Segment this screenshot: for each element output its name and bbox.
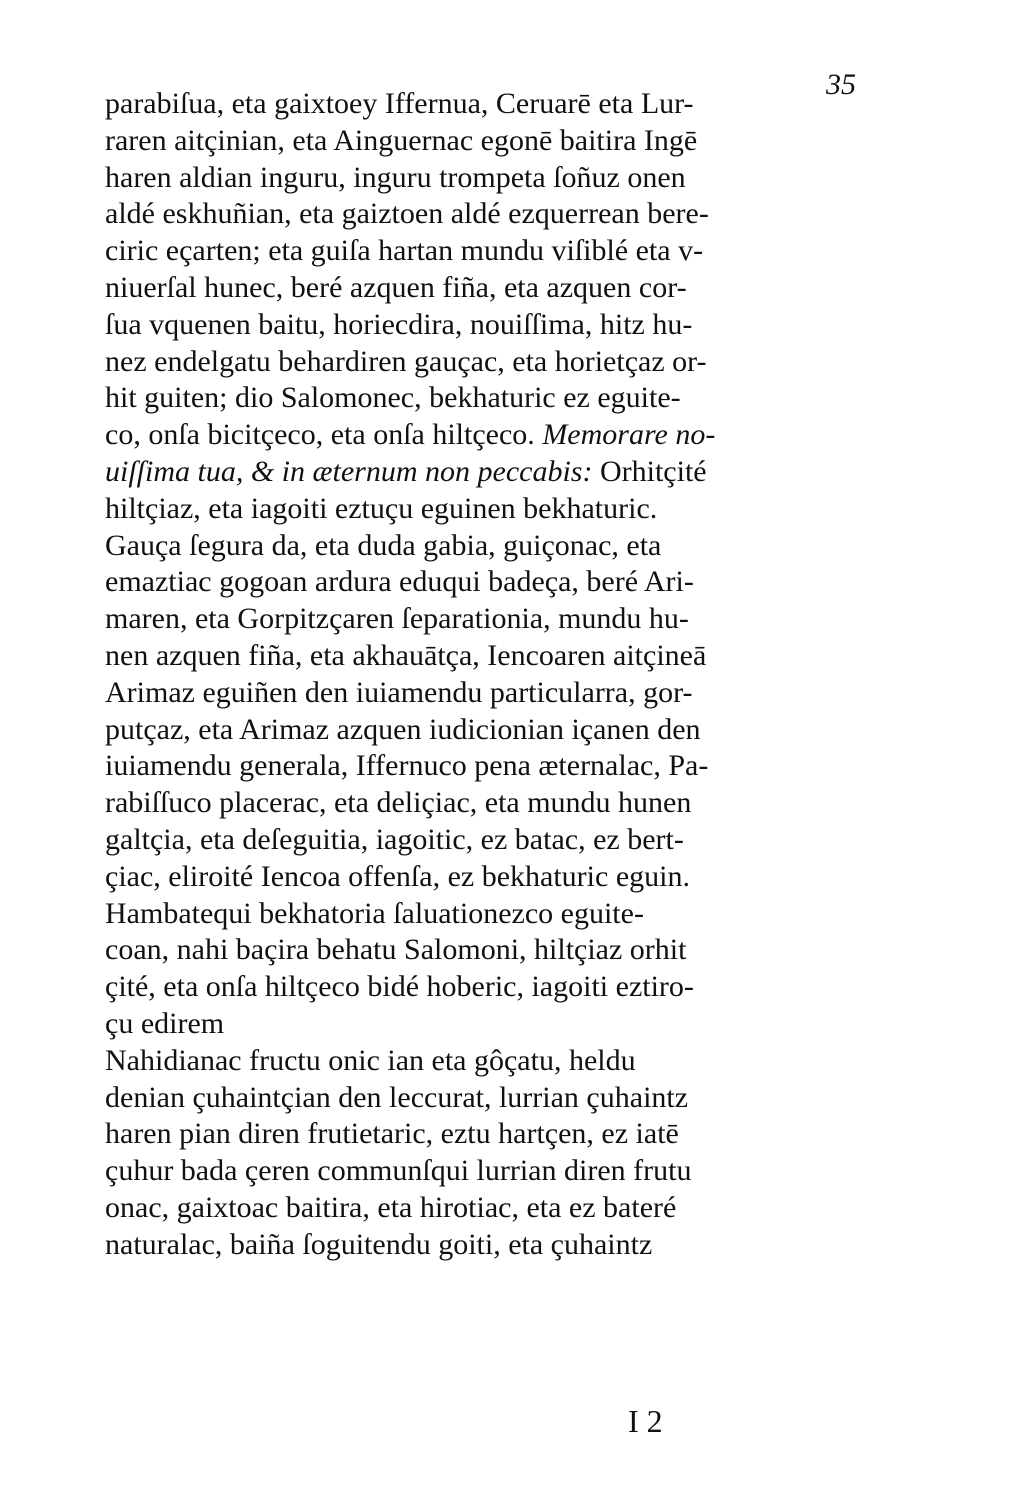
text-segment: ciric eçarten; eta guiſa hartan mundu viſiblé eta v-	[105, 234, 704, 268]
text-segment: Orhitçité	[592, 454, 707, 488]
text-segment: Nahidianac fructu onic ian eta gôçatu, heldu	[105, 1043, 636, 1077]
latin-quote-segment: uiſſima tua, & in æternum non peccabis:	[105, 454, 593, 488]
text-segment: niuerſal hunec, beré azquen fiña, eta azquen cor-	[105, 270, 687, 304]
text-segment: putçaz, eta Arimaz azquen iudicionian içanen den	[105, 712, 701, 746]
text-line	[105, 601, 867, 638]
text-line	[105, 307, 867, 344]
text-line	[105, 1116, 867, 1153]
text-segment: denian çuhaintçian den leccurat, lurrian çuhaintz	[105, 1080, 689, 1114]
text-line	[105, 344, 867, 381]
text-segment: rabiſſuco placerac, eta deliçiac, eta mundu hunen	[105, 786, 692, 820]
text-segment: nez endelgatu behardiren gauçac, eta horietçaz or-	[105, 344, 707, 378]
text-line	[105, 454, 867, 491]
text-line	[105, 969, 867, 1006]
text-line	[105, 748, 867, 785]
text-line	[105, 675, 867, 712]
text-segment: onac, gaixtoac baitira, eta hirotiac, eta ez bateré	[105, 1190, 677, 1224]
text-line	[105, 822, 867, 859]
text-line	[105, 1006, 867, 1043]
text-line	[105, 528, 867, 565]
text-segment: ſua vquenen baitu, horiecdira, nouiſſima, hitz hu-	[105, 307, 693, 341]
text-segment: iuiamendu generala, Iffernuco pena æternalac, Pa-	[105, 749, 709, 783]
text-line	[105, 564, 867, 601]
body-text	[105, 86, 867, 1264]
text-segment: Gauça ſegura da, eta duda gabia, guiçonac, eta	[105, 528, 662, 562]
text-line	[105, 859, 867, 896]
latin-quote-segment: Memorare no-	[542, 418, 716, 452]
text-line	[105, 896, 867, 933]
text-line	[105, 417, 867, 454]
text-line	[105, 712, 867, 749]
text-line	[105, 123, 867, 160]
text-line	[105, 638, 867, 675]
text-line	[105, 785, 867, 822]
text-line	[105, 1043, 867, 1080]
text-segment: naturalac, baiña ſoguitendu goiti, eta çuhaintz	[105, 1227, 653, 1261]
text-segment: hit guiten; dio Salomonec, bekhaturic ez eguite-	[105, 381, 681, 415]
text-segment: aldé eskhuñian, eta gaiztoen aldé ezquerrean bere-	[105, 197, 709, 231]
text-line	[105, 1227, 867, 1264]
text-segment: Hambatequi bekhatoria ſaluationezco eguite-	[105, 896, 644, 930]
text-segment: galtçia, eta deſeguitia, iagoitic, ez batac, ez bert-	[105, 822, 684, 856]
text-line	[105, 86, 867, 123]
text-segment: coan, nahi baçira behatu Salomoni, hiltçiaz orhit	[105, 933, 687, 967]
text-segment: emaztiac gogoan ardura eduqui badeça, beré Ari-	[105, 565, 694, 599]
text-segment: co, onſa bicitçeco, eta onſa hiltçeco.	[105, 418, 543, 452]
text-line	[105, 491, 867, 528]
text-line	[105, 932, 867, 969]
text-segment: parabiſua, eta gaixtoey Iffernua, Ceruarē eta Lur-	[105, 87, 694, 120]
text-segment: çité, eta onſa hiltçeco bidé hoberic, iagoiti eztiro-	[105, 970, 694, 1004]
text-segment: çiac, eliroité Iencoa offenſa, ez bekhaturic eguin.	[105, 859, 690, 893]
text-segment: hiltçiaz, eta iagoiti eztuçu eguinen bekhaturic.	[105, 491, 658, 525]
text-line	[105, 1190, 867, 1227]
text-segment: raren aitçinian, eta Ainguernac egonē baitira Ingē	[105, 123, 698, 157]
text-segment: Arimaz eguiñen den iuiamendu particularra, gor-	[105, 675, 693, 709]
signature-mark: I 2	[628, 1403, 663, 1439]
text-line	[105, 380, 867, 417]
text-line	[105, 1080, 867, 1117]
text-segment: haren pian diren frutietaric, eztu hartçen, ez iatē	[105, 1117, 679, 1151]
text-line	[105, 233, 867, 270]
text-segment: çuhur bada çeren communſqui lurrian diren frutu	[105, 1154, 692, 1188]
text-line	[105, 270, 867, 307]
page-number: 35	[826, 68, 856, 101]
text-segment: maren, eta Gorpitzçaren ſeparationia, mundu hu-	[105, 602, 689, 636]
text-segment: haren aldian inguru, inguru trompeta ſoñuz onen	[105, 160, 686, 194]
text-segment: nen azquen fiña, eta akhauātça, Iencoaren aitçineā	[105, 638, 707, 672]
text-line	[105, 1153, 867, 1190]
text-line	[105, 160, 867, 197]
text-line	[105, 196, 867, 233]
text-segment: çu edirem	[105, 1006, 225, 1040]
